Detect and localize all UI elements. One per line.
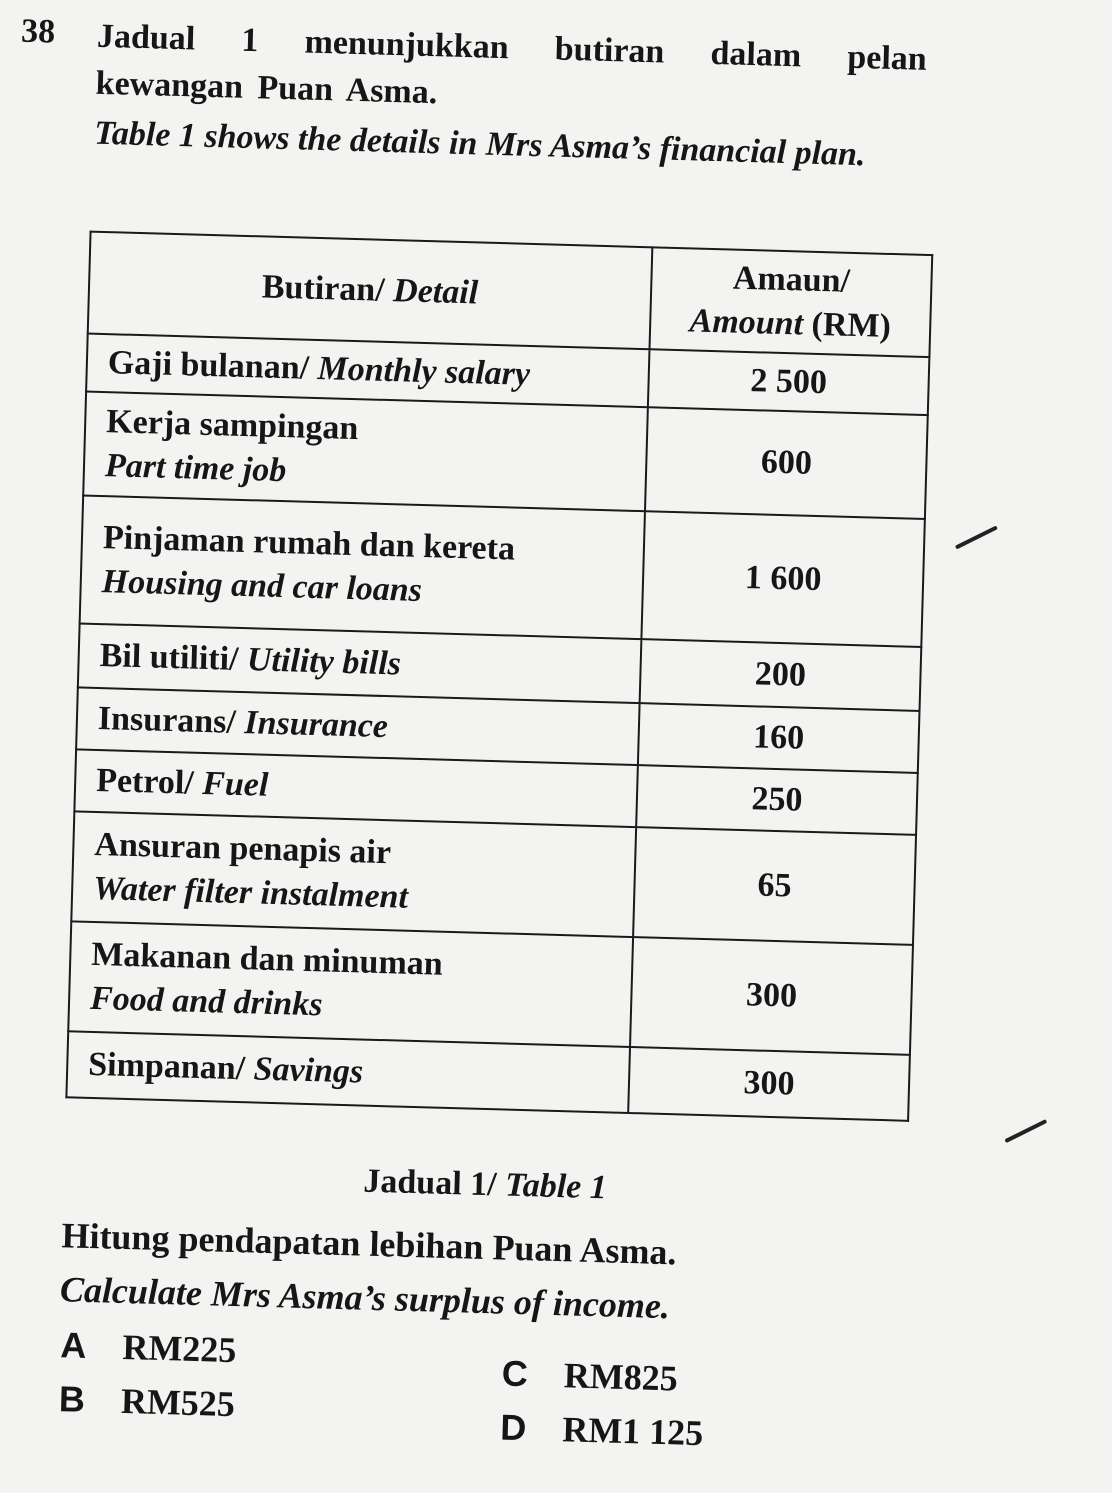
prompt-malay: Hitung pendapatan lebihan Puan Asma. — [60, 1215, 678, 1273]
option-a[interactable] — [60, 1324, 237, 1371]
option-letter: B — [58, 1378, 86, 1420]
row-detail-malay: Ansuran penapis air — [93, 825, 392, 872]
table-row — [80, 496, 925, 647]
row-detail-malay: Bil utiliti/ — [99, 637, 248, 679]
question-stem-malay: Jadual 1 menunjukkan butiran dalam pelan kewangan Puan Asma. — [95, 17, 928, 112]
row-amount: 300 — [630, 937, 913, 1055]
row-detail-english: Water filter instalment — [92, 869, 409, 916]
row-amount: 2 500 — [648, 349, 930, 415]
option-text: RM525 — [120, 1380, 236, 1425]
table-caption — [63, 1154, 908, 1216]
row-detail-english: Part time job — [104, 447, 287, 490]
row-amount: 300 — [628, 1047, 910, 1121]
option-text: RM825 — [563, 1355, 679, 1399]
row-detail-english: Savings — [253, 1050, 364, 1091]
row-detail-malay: Kerja sampingan — [105, 403, 359, 448]
table-caption-malay: Jadual 1/ — [362, 1162, 506, 1204]
row-amount: 250 — [636, 765, 918, 835]
row-detail-english: Insurance — [243, 704, 389, 746]
pen-tick-mark — [955, 525, 998, 549]
row-amount: 1 600 — [641, 511, 924, 647]
header-amount-malay: Amaun/ — [732, 259, 851, 300]
option-letter: C — [501, 1352, 529, 1395]
row-detail-malay: Insurans/ — [97, 700, 245, 742]
option-letter: A — [59, 1324, 88, 1366]
option-text: RM225 — [121, 1326, 237, 1371]
question-stem-english: Table 1 shows the details in Mrs Asma’s financial plan. — [93, 114, 866, 174]
header-amount — [650, 247, 933, 357]
row-amount: 65 — [633, 827, 916, 945]
row-detail — [71, 811, 636, 937]
header-detail-english: Detail — [392, 272, 479, 312]
option-letter: D — [499, 1406, 527, 1449]
row-detail-malay: Simpanan/ — [87, 1045, 255, 1088]
row-detail-malay: Gaji bulanan/ — [107, 344, 319, 388]
row-detail-english: Monthly salary — [317, 350, 531, 393]
pen-tick-mark — [1004, 1119, 1047, 1143]
question-number: 38 — [20, 12, 56, 51]
header-amount-unit: (RM) — [802, 305, 892, 345]
option-text: RM1 125 — [561, 1409, 704, 1454]
row-detail-malay: Pinjaman rumah dan kereta — [102, 519, 516, 568]
row-detail-english: Fuel — [201, 764, 269, 804]
table-caption-english: Table 1 — [504, 1166, 608, 1207]
option-d[interactable] — [500, 1407, 704, 1455]
row-detail — [68, 921, 633, 1047]
header-detail — [88, 232, 653, 350]
prompt-english: Calculate Mrs Asma’s surplus of income. — [59, 1269, 671, 1327]
row-detail-malay: Makanan dan minuman — [90, 935, 444, 983]
option-c[interactable] — [501, 1353, 678, 1400]
header-amount-english: Amount — [689, 302, 804, 343]
header-detail-malay: Butiran/ — [261, 268, 394, 310]
row-amount: 600 — [645, 407, 928, 519]
row-amount: 200 — [640, 639, 922, 711]
row-amount: 160 — [638, 703, 920, 773]
row-detail — [80, 496, 645, 640]
row-detail — [83, 392, 648, 512]
row-detail-english: Housing and car loans — [101, 563, 423, 610]
row-detail-english: Utility bills — [246, 641, 402, 683]
row-detail-malay: Petrol/ — [95, 761, 203, 802]
option-b[interactable] — [58, 1378, 235, 1425]
row-detail-english: Food and drinks — [89, 979, 323, 1024]
financial-plan-table — [65, 231, 933, 1122]
